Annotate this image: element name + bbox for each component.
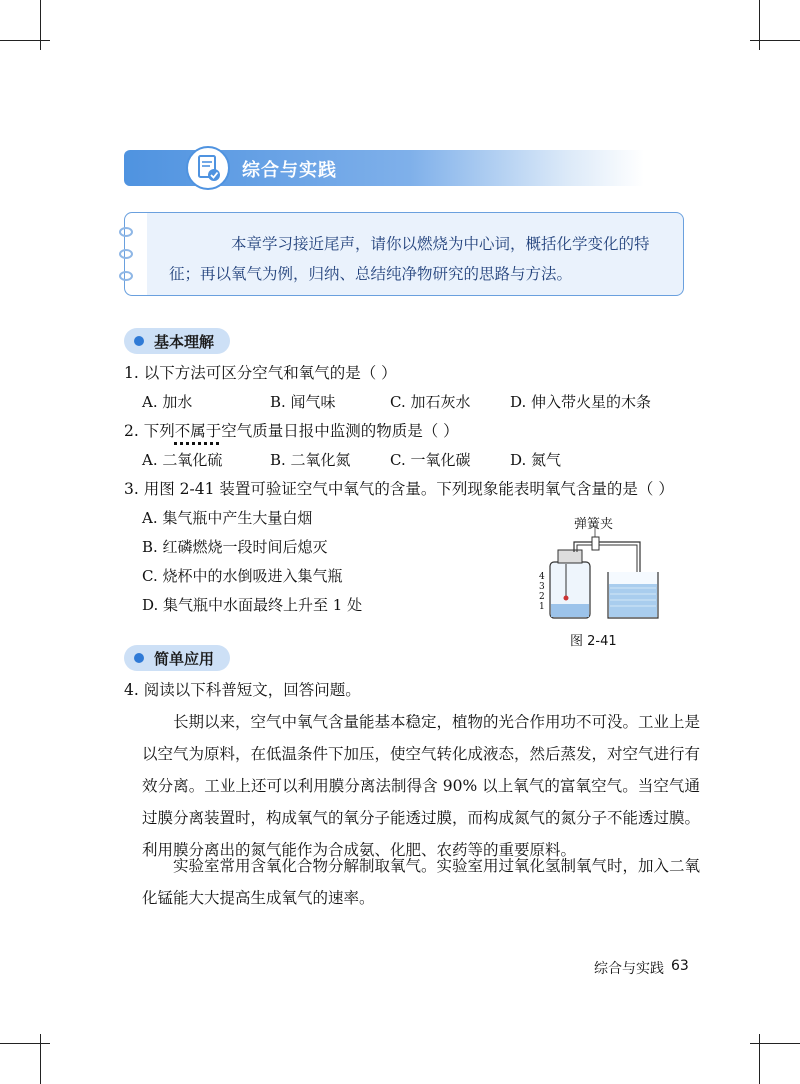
crop-mark xyxy=(0,40,50,41)
q2-option-a: A. 二氧化硫 xyxy=(142,451,223,469)
chapter-note-box xyxy=(124,212,684,296)
binder-ring-icon xyxy=(119,227,133,237)
crop-mark xyxy=(0,1043,50,1044)
note-text: 本章学习接近尾声，请你以燃烧为中心词，概括化学变化的特征；再以氧气为例，归纳、总结纯净物研究的思路与方法。 xyxy=(169,235,650,283)
reading-paragraph-2: 实验室常用含氧化合物分解制取氧气。实验室用过氧化氢制氧气时，加入二氧化锰能大大提高生成氧气的速率。 xyxy=(142,857,701,907)
emphasis-text: 不属于 xyxy=(174,422,222,440)
q3-option-d: D. 集气瓶中水面最终上升至 1 处 xyxy=(142,596,363,614)
bullet-dot-icon xyxy=(134,653,144,663)
document-check-icon xyxy=(186,146,230,190)
crop-mark xyxy=(40,0,41,50)
scale-mark: 3 xyxy=(539,582,545,592)
crop-mark xyxy=(750,40,800,41)
q2-option-c: C. 一氧化碳 xyxy=(390,451,471,469)
question-2-stem: 2. 下列不属于空气质量日报中监测的物质是（ ） xyxy=(124,422,459,440)
reading-paragraph-1: 长期以来，空气中氧气含量能基本稳定，植物的光合作用功不可没。工业上是以空气为原料，在低温条件下加压，使空气转化成液态，然后蒸发，对空气进行有效分离。工业上还可以利用膜分离法制得含 90% 以上氧气的富氧空气。当空气通过膜分离装置时，构成氧气的氧分子能透过膜，而构成氮气的氮分子不能透过膜。利用膜分离出的氮气能作为合成氨、化肥、农药等的重要原料。 xyxy=(142,713,701,859)
spring-clip-label: 弹簧夹 xyxy=(574,517,614,532)
section-label-basic: 基本理解 xyxy=(124,328,230,354)
q3-option-c: C. 烧杯中的水倒吸进入集气瓶 xyxy=(142,567,343,585)
q3-option-a: A. 集气瓶中产生大量白烟 xyxy=(142,509,313,527)
crop-mark xyxy=(750,1043,800,1044)
crop-mark xyxy=(759,0,760,50)
scale-mark: 4 xyxy=(539,572,545,582)
bullet-dot-icon xyxy=(134,336,144,346)
question-4-stem: 4. 阅读以下科普短文，回答问题。 xyxy=(124,681,361,699)
figure-caption: 图 2-41 xyxy=(570,634,617,649)
q2-option-b: B. 二氧化氮 xyxy=(270,451,351,469)
question-1-stem: 1. 以下方法可区分空气和氧气的是（ ） xyxy=(124,364,397,382)
q2-option-d: D. 氮气 xyxy=(510,451,562,469)
q3-option-b: B. 红磷燃烧一段时间后熄灭 xyxy=(142,538,328,556)
scale-mark: 1 xyxy=(539,602,545,612)
q1-option-b: B. 闻气味 xyxy=(270,393,336,411)
section-title: 综合与实践 xyxy=(242,160,337,181)
crop-mark xyxy=(40,1034,41,1084)
binder-ring-icon xyxy=(119,249,133,259)
q1-option-d: D. 伸入带火星的木条 xyxy=(510,393,652,411)
q1-option-c: C. 加石灰水 xyxy=(390,393,471,411)
footer-chapter-title: 综合与实践 xyxy=(594,961,664,977)
scale-mark: 2 xyxy=(539,592,545,602)
question-3-stem: 3. 用图 2-41 装置可验证空气中氧气的含量。下列现象能表明氧气含量的是（ ） xyxy=(124,480,674,498)
binder-ring-icon xyxy=(119,271,133,281)
crop-mark xyxy=(759,1034,760,1084)
page-number: 63 xyxy=(671,958,689,974)
section-label-apply: 简单应用 xyxy=(124,645,230,671)
q1-option-a: A. 加水 xyxy=(142,393,193,411)
